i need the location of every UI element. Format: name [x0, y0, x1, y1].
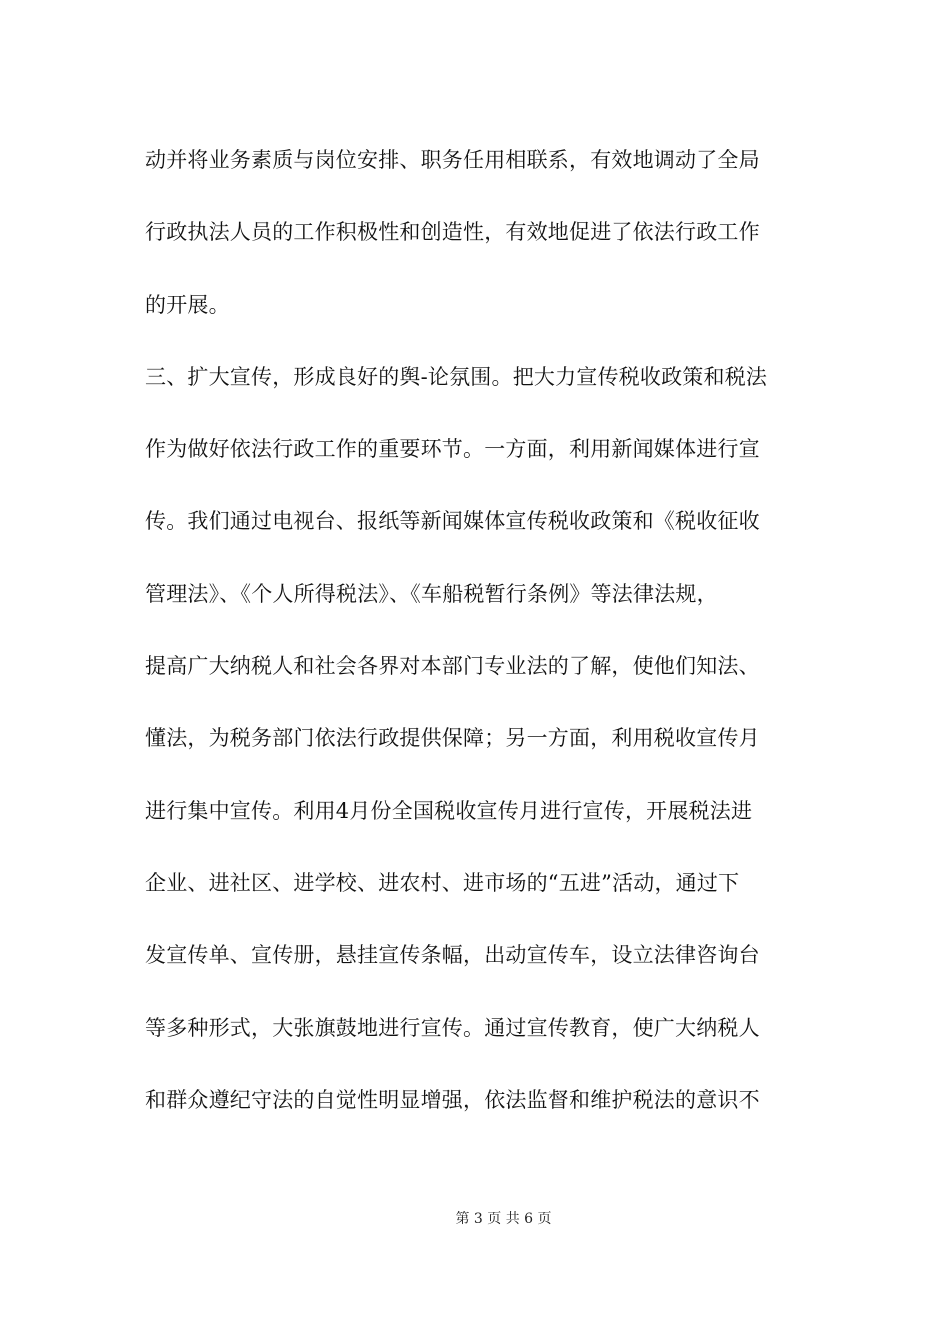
text-line: 行政执法人员的工作积极性和创造性，有效地促进了依法行政工作	[145, 220, 760, 245]
text-line: 管理法》、《个人所得税法》、《车船税暂行条例》等法律法规，	[145, 581, 718, 606]
page-number: 第 3 页 共 6 页	[455, 1211, 552, 1227]
text-line: 三、扩大宣传，形成良好的舆-论氛围。把大力宣传税收政策和税法	[145, 364, 768, 389]
text-line: 企业、进社区、进学校、进农村、进市场的“五进”活动，通过下	[145, 870, 740, 895]
text-line: 等多种形式，大张旗鼓地进行宣传。通过宣传教育，使广大纳税人	[145, 1015, 760, 1040]
text-line: 发宣传单、宣传册，悬挂宣传条幅，出动宣传车，设立法律咨询台	[145, 943, 760, 968]
text-line: 懂法，为税务部门依法行政提供保障；另一方面，利用税收宣传月	[145, 726, 760, 751]
text-line: 传。我们通过电视台、报纸等新闻媒体宣传税收政策和《税收征收	[145, 509, 760, 534]
body-text	[145, 130, 815, 1142]
text-line: 的开展。	[145, 292, 230, 317]
text-line: 和群众遵纪守法的自觉性明显增强，依法监督和维护税法的意识不	[145, 1087, 760, 1112]
text-line: 动并将业务素质与岗位安排、职务任用相联系，有效地调动了全局	[145, 148, 760, 172]
page-footer	[0, 1208, 950, 1228]
text-line: 作为做好依法行政工作的重要环节。一方面，利用新闻媒体进行宣	[145, 437, 760, 462]
text-line: 进行集中宣传。利用4月份全国税收宣传月进行宣传，开展税法进	[145, 798, 753, 823]
text-line: 提高广大纳税人和社会各界对本部门专业法的了解，使他们知法、	[145, 654, 760, 679]
